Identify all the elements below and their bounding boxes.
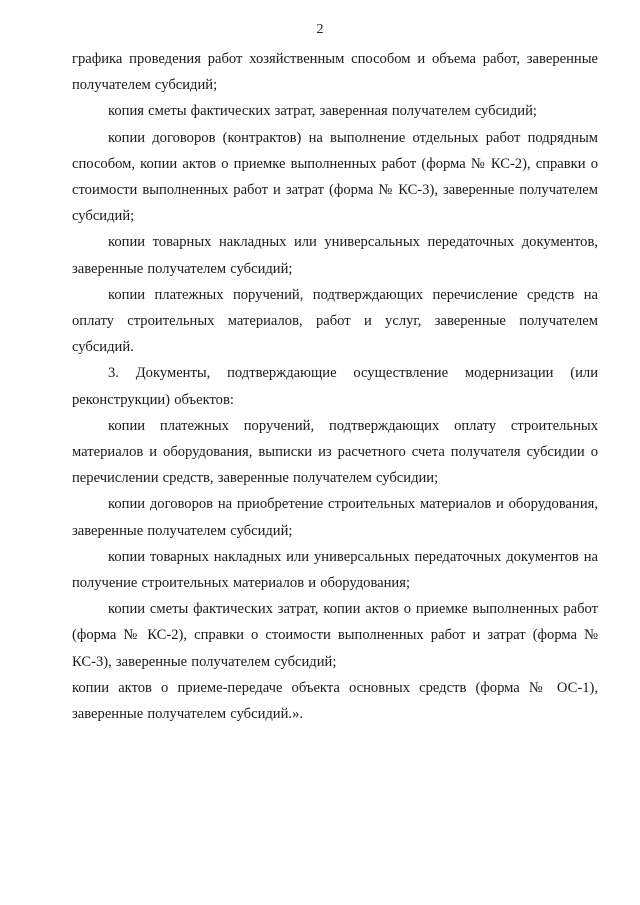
paragraph-estimate-acts: копии сметы фактических затрат, копии актов о приемке выполненных работ (форма № КС-2), справки о стоимости выполненных работ и затрат (форма № КС-3), заверенные получателем субсидий; — [72, 601, 598, 670]
paragraph-purchase-contracts: копии договоров на приобретение строительных материалов и оборудования, заверенные получателем субсидий; — [72, 496, 598, 539]
paragraph-payment-orders-equipment: копии платежных поручений, подтверждающих оплату строительных материалов и оборудования, выписки из расчетного счета получателя субсидии о перечислении средств, заверенные получателем субсидии; — [72, 417, 598, 487]
paragraph-fixed-assets-acts: копии актов о приеме-передаче объекта основных средств (форма № ОС-1), заверенные получателем субсидий.». — [72, 679, 598, 723]
paragraph-work-schedule: графика проведения работ хозяйственным способом и объема работ, заверенные получателем субсидий; — [72, 51, 598, 94]
paragraph-waybills: копии товарных накладных или универсальных передаточных документов, заверенные получателем субсидий; — [72, 234, 598, 277]
paragraph-waybills-materials: копии товарных накладных или универсальных передаточных документов на получение строительных материалов и оборудования; — [72, 548, 598, 592]
document-body — [72, 46, 598, 727]
paragraph-contracts: копии договоров (контрактов) на выполнение отдельных работ подрядным способом, копии актов о приемке выполненных работ (форма № КС-2), справки о стоимости выполненных работ и затрат (форма № КС-3), заверенные получателем субсидий; — [72, 129, 598, 225]
page-number: 2 — [316, 22, 324, 37]
paragraph-section-3-heading: 3. Документы, подтверждающие осуществление модернизации (или реконструкции) объектов: — [72, 365, 598, 408]
paragraph-payment-orders: копии платежных поручений, подтверждающих перечисление средств на оплату строительных материалов, работ и услуг, заверенные получателем субсидий. — [72, 286, 598, 356]
paragraph-cost-estimate: копия сметы фактических затрат, заверенная получателем субсидий; — [108, 103, 537, 120]
